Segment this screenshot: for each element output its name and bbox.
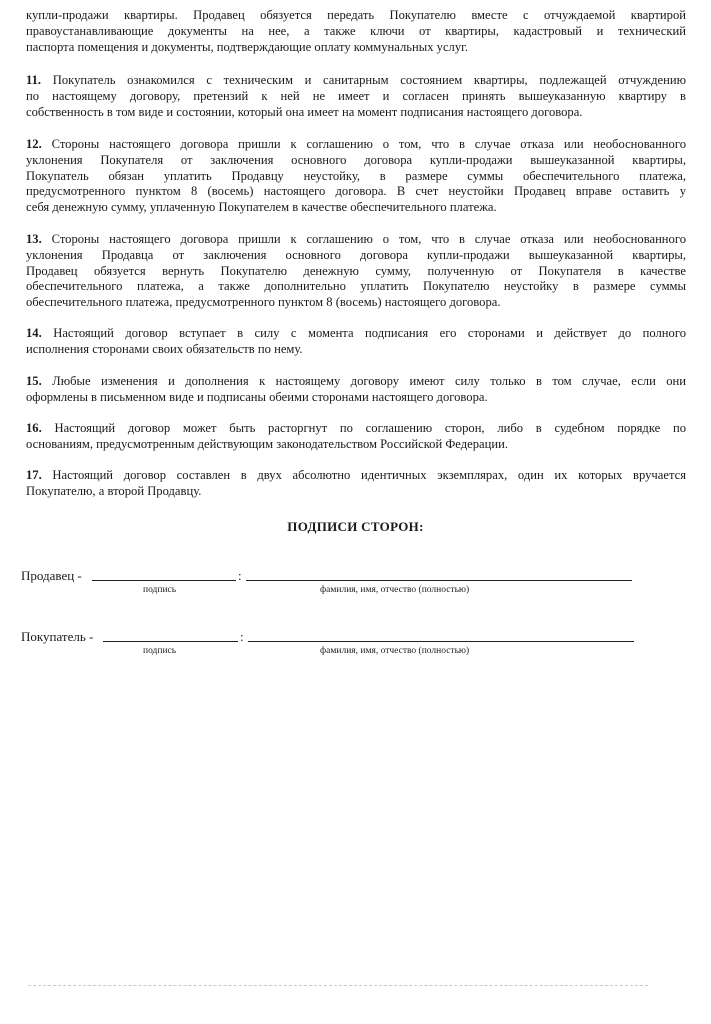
seller-signature-line [92, 580, 236, 581]
clause-number: 11. [26, 73, 42, 87]
clause-text: основаниям, предусмотренным действующим законодательством Российской Федерации. [26, 436, 508, 451]
clause-text: Любые изменения и дополнения к настоящему договору имеют силу только в том случае, если они [41, 374, 686, 388]
buyer-name-line [248, 641, 634, 642]
clause-text: Стороны настоящего договора пришли к соглашению о том, что в случае отказа или необоснованного [41, 137, 686, 151]
clause-text: исполнения сторонами своих обязательств по нему. [26, 341, 303, 356]
clause-number: 17. [26, 468, 42, 482]
seller-name-line [246, 580, 632, 581]
clause-text: Покупатель обязан уплатить Продавцу неустойку, в размере суммы обеспечительного платежа, [26, 168, 686, 183]
clause-text: Покупателю, а второй Продавцу. [26, 483, 202, 498]
clause-text: оформлены в письменном виде и подписаны обеими сторонами настоящего договора. [26, 389, 488, 404]
clause-16 [26, 421, 686, 453]
clause-number: 13. [26, 232, 42, 246]
clause-text: уклонения Продавца от заключения основного договора купли-продажи вышеуказанной квартиры, [26, 247, 686, 262]
clause-15 [26, 374, 686, 406]
buyer-label: Покупатель - [21, 629, 94, 644]
clause-text: по настоящему договору, претензий к ней не имеет и согласен принять вышеуказанную квартиру в [26, 88, 686, 103]
clause-text: Настоящий договор может быть расторгнут по соглашению сторон, либо в судебном порядке по [41, 421, 686, 435]
clause-number: 12. [26, 137, 42, 151]
clause-text: Покупатель ознакомился с техническим и санитарным состоянием квартиры, подлежащей отчуждению [41, 73, 686, 87]
buyer-name-caption: фамилия, имя, отчество (полностью) [320, 646, 470, 656]
seller-sign-caption: подпись [143, 585, 177, 595]
clause-number: 16. [26, 421, 42, 435]
clause-text: Продавец обязуется вернуть Покупателю денежную сумму, полученную от Покупателя в качестве [26, 263, 686, 278]
buyer-signature-line [103, 641, 238, 642]
clause-text: обеспечительного платежа, предусмотренного пунктом 8 (восемь) настоящего договора. [26, 295, 501, 310]
clause-text: уклонения Покупателя от заключения основного договора купли-продажи вышеуказанной квартиры, [26, 152, 686, 167]
clause-12 [26, 137, 686, 216]
clause-11 [26, 73, 686, 120]
clause-text: Настоящий договор вступает в силу с момента подписания его сторонами и действует до полного [41, 326, 686, 340]
clause-text: предусмотренного пунктом 8 (восемь) настоящего договора. В счет неустойки Продавец вправе оставить у [26, 184, 686, 199]
clause-number: 15. [26, 374, 42, 388]
seller-name-caption: фамилия, имя, отчество (полностью) [320, 585, 470, 595]
clause-13 [26, 232, 686, 311]
clause-14 [26, 326, 686, 358]
seller-label: Продавец - [21, 568, 82, 583]
clause-text: себя денежную сумму, уплаченную Покупателем в качестве обеспечительного платежа. [26, 200, 497, 215]
footer-divider [28, 985, 648, 986]
clause-17 [26, 468, 686, 500]
clause-number: 14. [26, 326, 42, 340]
intro-line: паспорта помещения и документы, подтверждающие оплату коммунальных услуг. [26, 39, 469, 54]
buyer-colon: : [240, 629, 244, 644]
intro-line: купли-продажи квартиры. Продавец обязуется передать Покупателю вместе с отчуждаемой квартирой [26, 8, 686, 22]
clause-text: обеспечительного платежа, а также дополнительно уплатить Покупателю неустойку в размере суммы [26, 279, 686, 294]
seller-colon: : [238, 568, 242, 583]
intro-paragraph [26, 8, 686, 55]
intro-line: правоустанавливающие документы на нее, а также ключи от квартиры, кадастровый и технический [26, 23, 686, 38]
signatures-title: ПОДПИСИ СТОРОН: [287, 519, 424, 534]
clause-text: Настоящий договор составлен в двух абсолютно идентичных экземплярах, один их которых вручается [41, 468, 686, 482]
buyer-sign-caption: подпись [143, 646, 177, 656]
clause-text: собственность в том виде и состоянии, который она имеет на момент подписания настоящего договора. [26, 104, 583, 119]
clause-text: Стороны настоящего договора пришли к соглашению о том, что в случае отказа или необоснованного [41, 232, 686, 246]
